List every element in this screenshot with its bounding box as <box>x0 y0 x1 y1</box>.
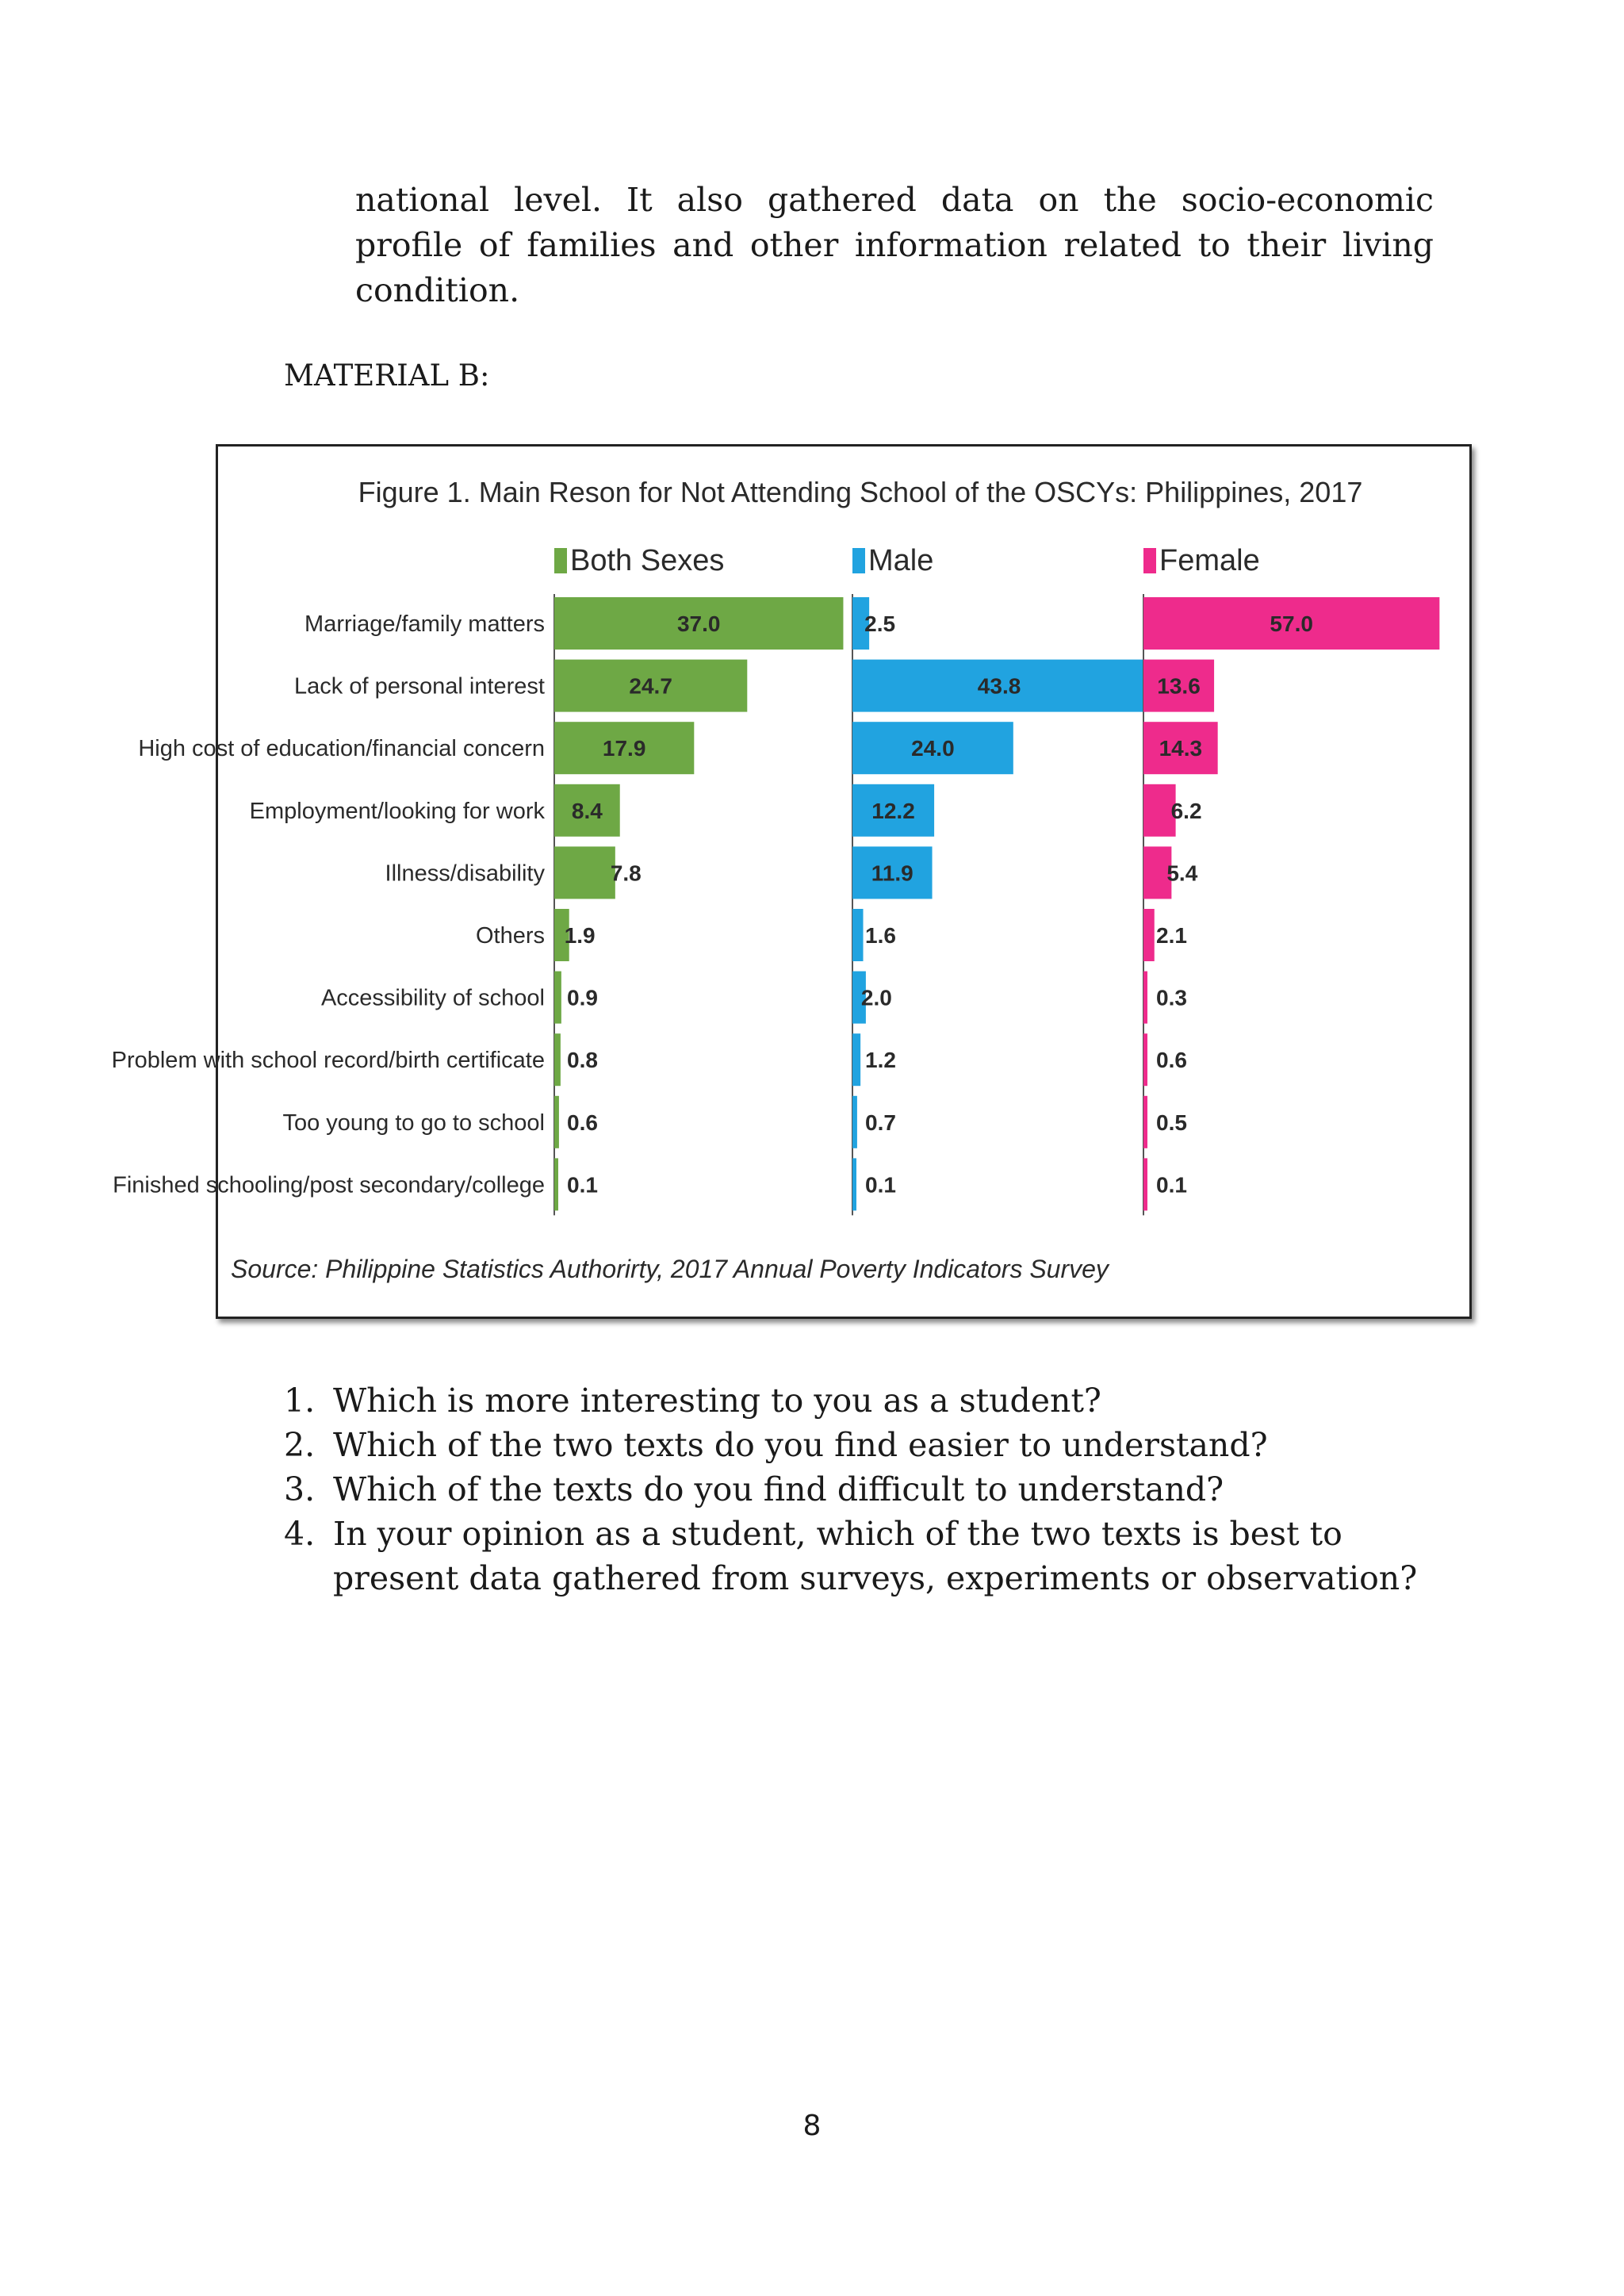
data-label: 17.9 <box>602 736 646 761</box>
bar <box>554 1033 561 1086</box>
data-label: 0.3 <box>1156 985 1187 1010</box>
chart-legend <box>554 544 1260 577</box>
data-label: 0.1 <box>567 1172 598 1198</box>
question-text: In your opinion as a student, which of the two texts is best to present data gathered from surveys, experiments or observation? <box>333 1515 1418 1597</box>
material-label: MATERIAL B: <box>284 358 490 393</box>
question-text: Which of the two texts do you find easier to understand? <box>333 1426 1268 1464</box>
data-label: 0.8 <box>567 1048 598 1073</box>
bar <box>852 1158 856 1210</box>
category-label: Accessibility of school <box>320 985 545 1011</box>
data-label: 0.5 <box>1156 1110 1187 1135</box>
bar <box>1143 1158 1147 1210</box>
chart-svg <box>111 447 1469 1317</box>
question-item <box>284 1378 1457 1423</box>
data-label: 6.2 <box>1170 798 1202 823</box>
category-label: Finished schooling/post secondary/college <box>113 1172 545 1198</box>
bar <box>852 909 864 961</box>
chart-source: Source: Philippine Statistics Authorirty, 2017 Annual Poverty Indicators Survey <box>231 1255 1109 1283</box>
data-label: 57.0 <box>1270 611 1313 636</box>
question-text: Which of the texts do you find difficult to understand? <box>333 1470 1224 1508</box>
question-item <box>284 1467 1457 1512</box>
bar <box>852 1033 860 1086</box>
question-number: 3. <box>284 1470 316 1508</box>
data-label: 43.8 <box>977 673 1021 699</box>
bar <box>1143 972 1147 1024</box>
category-label: Employment/looking for work <box>249 798 545 824</box>
data-label: 0.1 <box>1156 1172 1187 1198</box>
legend-label: Female <box>1159 544 1260 577</box>
data-label: 11.9 <box>871 861 914 886</box>
data-label: 2.1 <box>1156 923 1187 948</box>
bar <box>852 1096 857 1148</box>
category-label: Lack of personal interest <box>294 673 545 700</box>
category-label: Others <box>475 923 545 949</box>
data-label: 37.0 <box>676 611 721 636</box>
data-label: 13.6 <box>1157 673 1201 699</box>
chart-title: Figure 1. Main Reson for Not Attending School of the OSCYs: Philippines, 2017 <box>358 476 1363 508</box>
data-label: 24.7 <box>629 673 672 699</box>
data-label: 0.9 <box>567 985 598 1010</box>
data-label: 1.2 <box>865 1048 896 1073</box>
data-label: 12.2 <box>871 798 915 823</box>
category-label: Problem with school record/birth certificate <box>111 1048 545 1074</box>
legend-swatch <box>1143 548 1156 573</box>
bar <box>1143 909 1155 961</box>
data-label: 1.6 <box>865 923 896 948</box>
question-item <box>284 1512 1457 1600</box>
bar <box>554 846 615 899</box>
bar <box>554 1096 559 1148</box>
bar <box>1143 1096 1147 1148</box>
category-label: Marriage/family matters <box>304 611 545 637</box>
data-label: 2.5 <box>864 611 896 636</box>
data-label: 7.8 <box>610 861 642 886</box>
data-label: 0.6 <box>1156 1048 1187 1073</box>
legend-swatch <box>554 548 567 573</box>
data-label: 14.3 <box>1159 736 1203 761</box>
bar <box>1143 1033 1147 1086</box>
page-number: 8 <box>802 2110 822 2142</box>
category-label: High cost of education/financial concern <box>138 736 545 762</box>
data-label: 0.7 <box>865 1110 896 1135</box>
question-text: Which is more interesting to you as a student? <box>333 1382 1101 1420</box>
data-label: 8.4 <box>571 798 603 823</box>
category-labels <box>112 611 546 1198</box>
data-label: 24.0 <box>911 736 955 761</box>
legend-label: Both Sexes <box>570 544 725 577</box>
legend-swatch <box>852 548 865 573</box>
category-label: Too young to go to school <box>282 1110 545 1136</box>
chart-bars <box>554 594 1439 1215</box>
category-label: Illness/disability <box>385 861 545 887</box>
data-label: 5.4 <box>1166 861 1198 886</box>
intro-paragraph: national level. It also gathered data on the socio-economic profile of families and other information related to their living condition. <box>355 181 1434 309</box>
question-number: 2. <box>284 1426 316 1464</box>
question-number: 1. <box>284 1382 316 1420</box>
data-label: 1.9 <box>564 923 596 948</box>
question-item <box>284 1423 1457 1467</box>
data-label: 2.0 <box>860 985 892 1010</box>
data-label: 0.1 <box>865 1172 896 1198</box>
data-label: 0.6 <box>567 1110 598 1135</box>
legend-label: Male <box>868 544 934 577</box>
question-number: 4. <box>284 1515 316 1553</box>
chart-figure <box>111 444 1472 1319</box>
bar <box>554 1158 558 1210</box>
question-list <box>284 1378 1457 1600</box>
bar <box>554 972 561 1024</box>
